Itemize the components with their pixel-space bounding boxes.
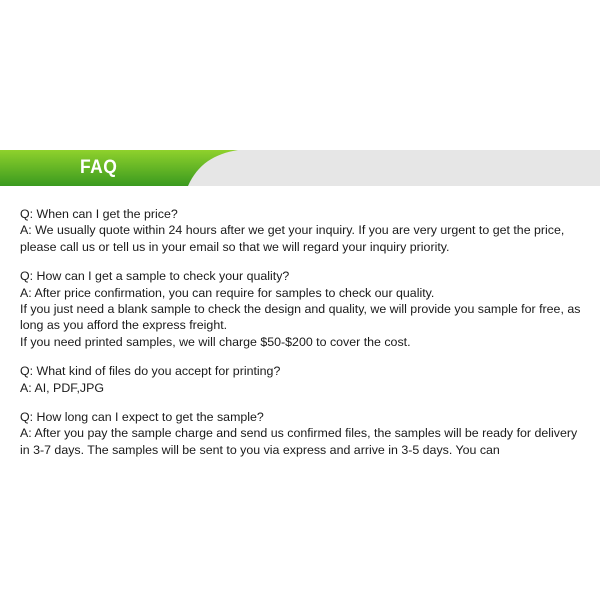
faq-question: Q: How long can I expect to get the sample? — [20, 410, 264, 425]
faq-content — [20, 206, 590, 471]
faq-question: Q: What kind of files do you accept for printing? — [20, 364, 281, 379]
faq-item — [20, 409, 590, 458]
faq-item — [20, 206, 590, 255]
faq-answer: A: After you pay the sample charge and send us confirmed files, the samples will be ready for delivery in 3-7 days. The samples will be sent to you via express and arrive in 3-5 days. You can — [20, 426, 578, 457]
faq-banner — [0, 150, 600, 186]
faq-answer-extra: If you need printed samples, we will charge $50-$200 to cover the cost. — [20, 334, 411, 349]
faq-answer: A: After price confirmation, you can require for samples to check our quality. — [20, 285, 435, 300]
faq-answer: A: We usually quote within 24 hours after we get your inquiry. If you are very urgent to get the price, please call us or tell us in your email so that we will regard your inquiry priority. — [20, 223, 565, 254]
faq-item — [20, 363, 590, 396]
faq-title: FAQ — [80, 157, 118, 178]
faq-question: Q: How can I get a sample to check your quality? — [20, 269, 290, 284]
faq-item — [20, 268, 590, 350]
faq-question: Q: When can I get the price? — [20, 207, 178, 221]
faq-answer: A: AI, PDF,JPG — [20, 380, 105, 395]
faq-answer-extra: If you just need a blank sample to check the design and quality, we will provide you sample for free, as long as you afford the express freight. — [20, 302, 581, 333]
